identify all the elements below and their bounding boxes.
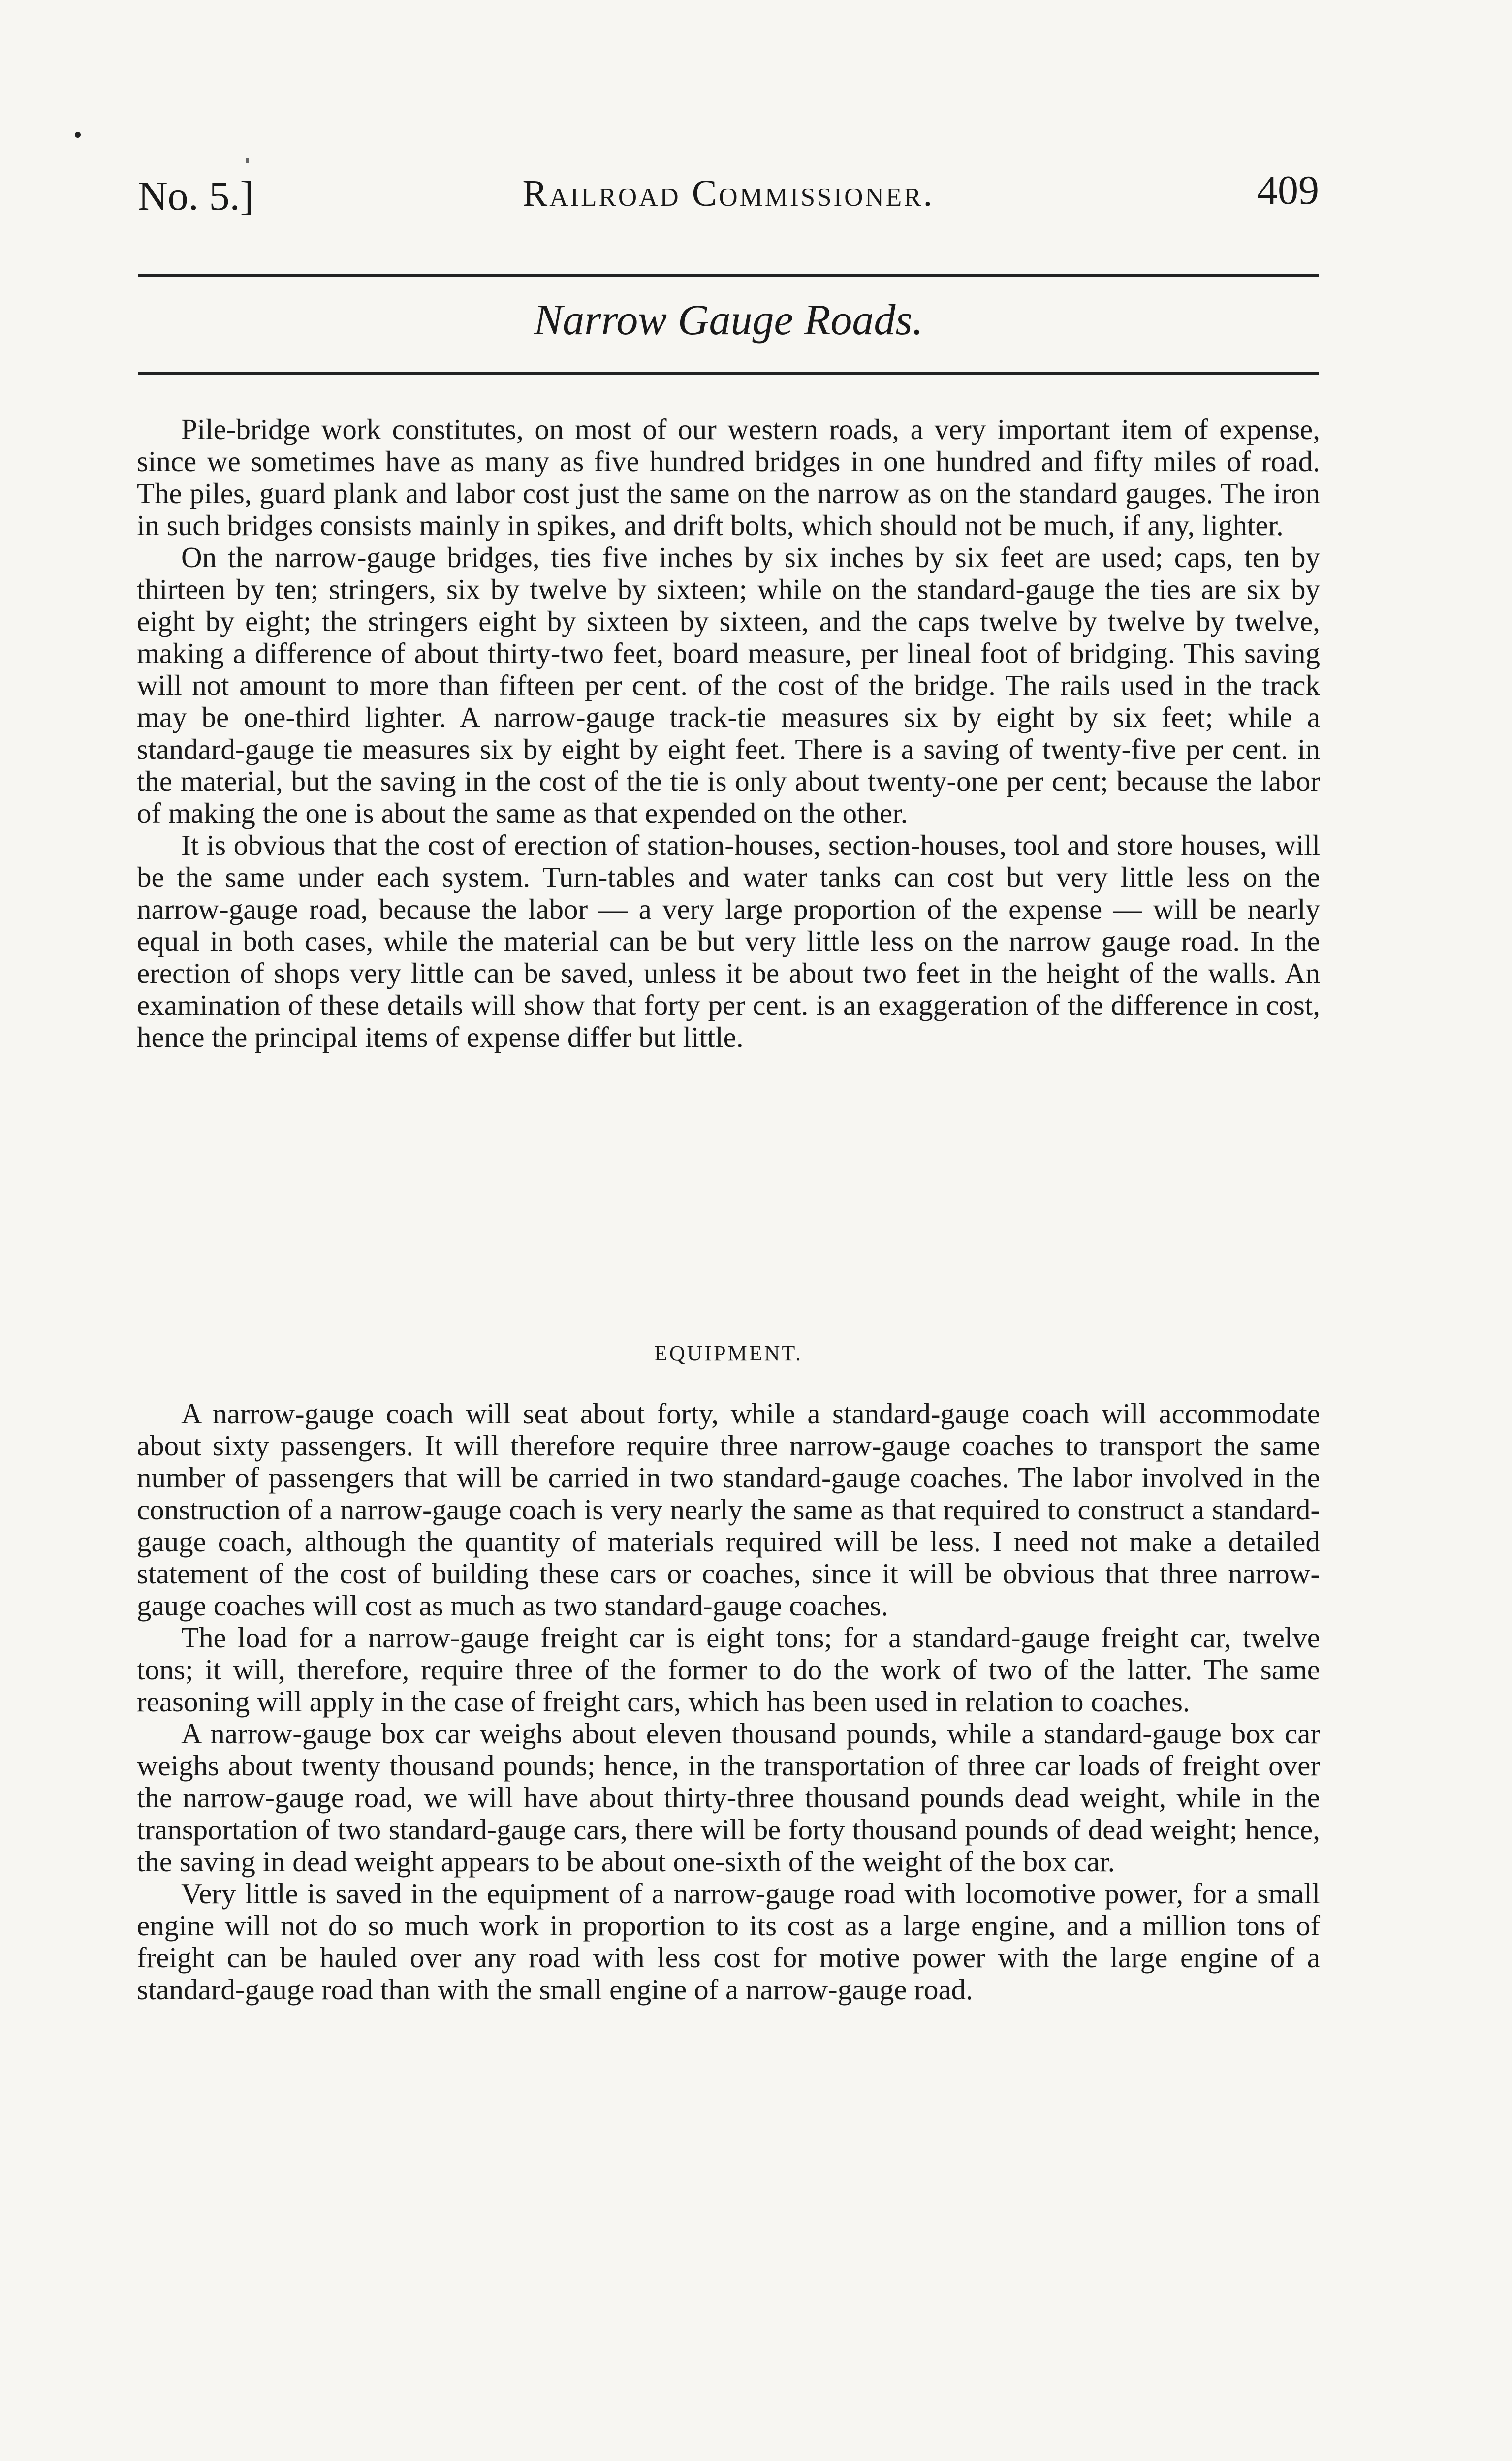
issue-number: No. 5.]: [138, 173, 254, 219]
section-title: Narrow Gauge Roads.: [534, 296, 923, 344]
paragraph: Very little is saved in the equipment of a narrow-gauge road with locomotive power, for a small engine will not do so much work in proportion to its cost as a large engine, and a million tons of freight can be hauled over any road with less cost for motive power with the large engine of a standard-gauge road than with the small engine of a narrow-gauge road.: [137, 1877, 1320, 2006]
body-text-part1: [137, 413, 1320, 1053]
paragraph: Pile-bridge work constitutes, on most of our western roads, a very important item of expense, since we sometimes have as many as five hundred bridges in one hundred and fifty miles of road. The piles, guard plank and labor cost just the same on the narrow as on the standard gauges. The iron in such bridges consists mainly in spikes, and drift bolts, which should not be much, if any, lighter.: [137, 413, 1320, 541]
header-rule-top: [138, 274, 1319, 277]
margin-speck: [75, 132, 81, 138]
running-head: [138, 167, 1319, 236]
header-rule-bottom: [138, 372, 1319, 375]
page-number: 409: [1257, 167, 1319, 213]
body-text-part2: [137, 1398, 1320, 2006]
paragraph: A narrow-gauge box car weighs about eleven thousand pounds, while a standard-gauge box car weighs about twenty thousand pounds; hence, in the transportation of three car loads of freight over the narrow-gauge road, we will have about thirty-three thousand pounds dead weight, while in the transportation of two standard-gauge cars, there will be forty thousand pounds of dead weight; hence, the saving in dead weight appears to be about one-sixth of the weight of the box car.: [137, 1717, 1320, 1878]
paragraph: It is obvious that the cost of erection of station-houses, section-houses, tool and store houses, will be the same under each system. Turn-tables and water tanks can cost but very little less on the narrow-gauge road, because the labor — a very large proportion of the expense — will be nearly equal in both cases, while the material can be but very little less on the narrow gauge road. In the erection of shops very little can be saved, unless it be about two feet in the height of the walls. An examination of these details will show that forty per cent. is an exaggeration of the difference in cost, hence the principal items of expense differ but little.: [137, 829, 1320, 1053]
print-speck: [246, 158, 249, 163]
running-title: Railroad Commissioner.: [522, 173, 935, 214]
paragraph: The load for a narrow-gauge freight car is eight tons; for a standard-gauge freight car, twelve tons; it will, therefore, require three of the former to do the work of two of the latter. The same reasoning will apply in the case of freight cars, which has been used in relation to coaches.: [137, 1621, 1320, 1718]
equipment-subheading: EQUIPMENT.: [654, 1341, 803, 1365]
paragraph: On the narrow-gauge bridges, ties five inches by six inches by six feet are used; caps, ten by thirteen by ten; stringers, six by twelve by sixteen; while on the standard-gauge the ties are six by eight by eight; the stringers eight by sixteen by sixteen, and the caps twelve by twelve by twelve, making a difference of about thirty-two feet, board measure, per lineal foot of bridging. This saving will not amount to more than fifteen per cent. of the cost of the bridge. The rails used in the track may be one-third lighter. A narrow-gauge track-tie measures six by eight by six feet; while a standard-gauge tie measures six by eight by eight feet. There is a saving of twenty-five per cent. in the material, but the saving in the cost of the tie is only about twenty-one per cent; because the labor of making the one is about the same as that expended on the other.: [137, 541, 1320, 829]
paragraph: A narrow-gauge coach will seat about forty, while a standard-gauge coach will accommodate about sixty passengers. It will therefore require three narrow-gauge coaches to transport the same number of passengers that will be carried in two standard-gauge coaches. The labor involved in the construction of a narrow-gauge coach is very nearly the same as that required to construct a standard-gauge coach, although the quantity of materials required will be less. I need not make a detailed statement of the cost of building these cars or coaches, since it will be obvious that three narrow-gauge coaches will cost as much as two standard-gauge coaches.: [137, 1397, 1320, 1622]
